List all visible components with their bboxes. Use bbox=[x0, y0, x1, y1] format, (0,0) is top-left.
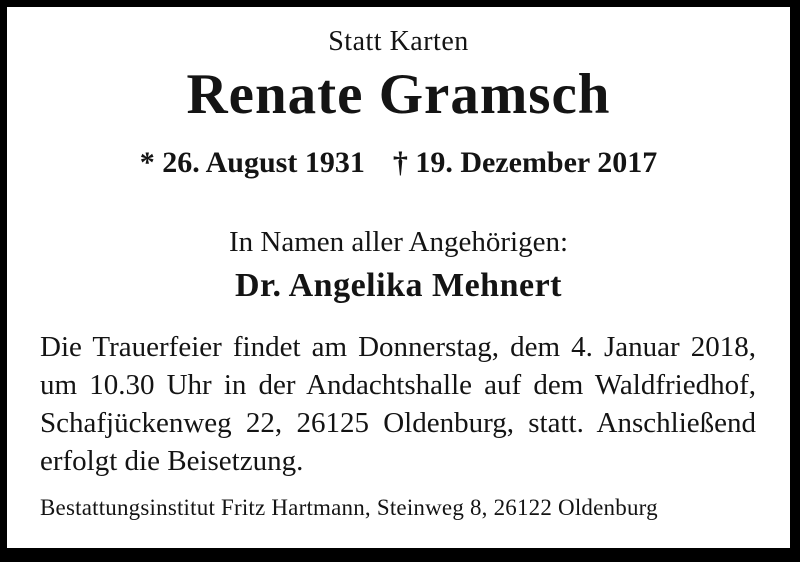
birth-date: * 26. August 1931 bbox=[139, 146, 365, 179]
on-behalf-label: In Namen aller Angehörigen: bbox=[228, 226, 569, 258]
mourner-name: Dr. Angelika Mehnert bbox=[234, 267, 562, 304]
funeral-details-paragraph: Die Trauerfeier findet am Donnerstag, dem 4. Januar 2018, um 10.30 Uhr in der Andachtshalle auf dem Waldfriedhof, Schafjückenweg 22, 26125 Oldenburg, statt. Anschließend erfolgt die Beisetzung. bbox=[40, 331, 756, 477]
pre-title: Statt Karten bbox=[328, 26, 469, 57]
obituary-paper bbox=[7, 7, 790, 548]
funeral-home-line: Bestattungsinstitut Fritz Hartmann, Steinweg 8, 26122 Oldenburg bbox=[40, 495, 658, 520]
life-dates-line bbox=[7, 145, 790, 181]
death-date: † 19. Dezember 2017 bbox=[392, 146, 658, 179]
deceased-name: Renate Gramsch bbox=[186, 63, 611, 126]
